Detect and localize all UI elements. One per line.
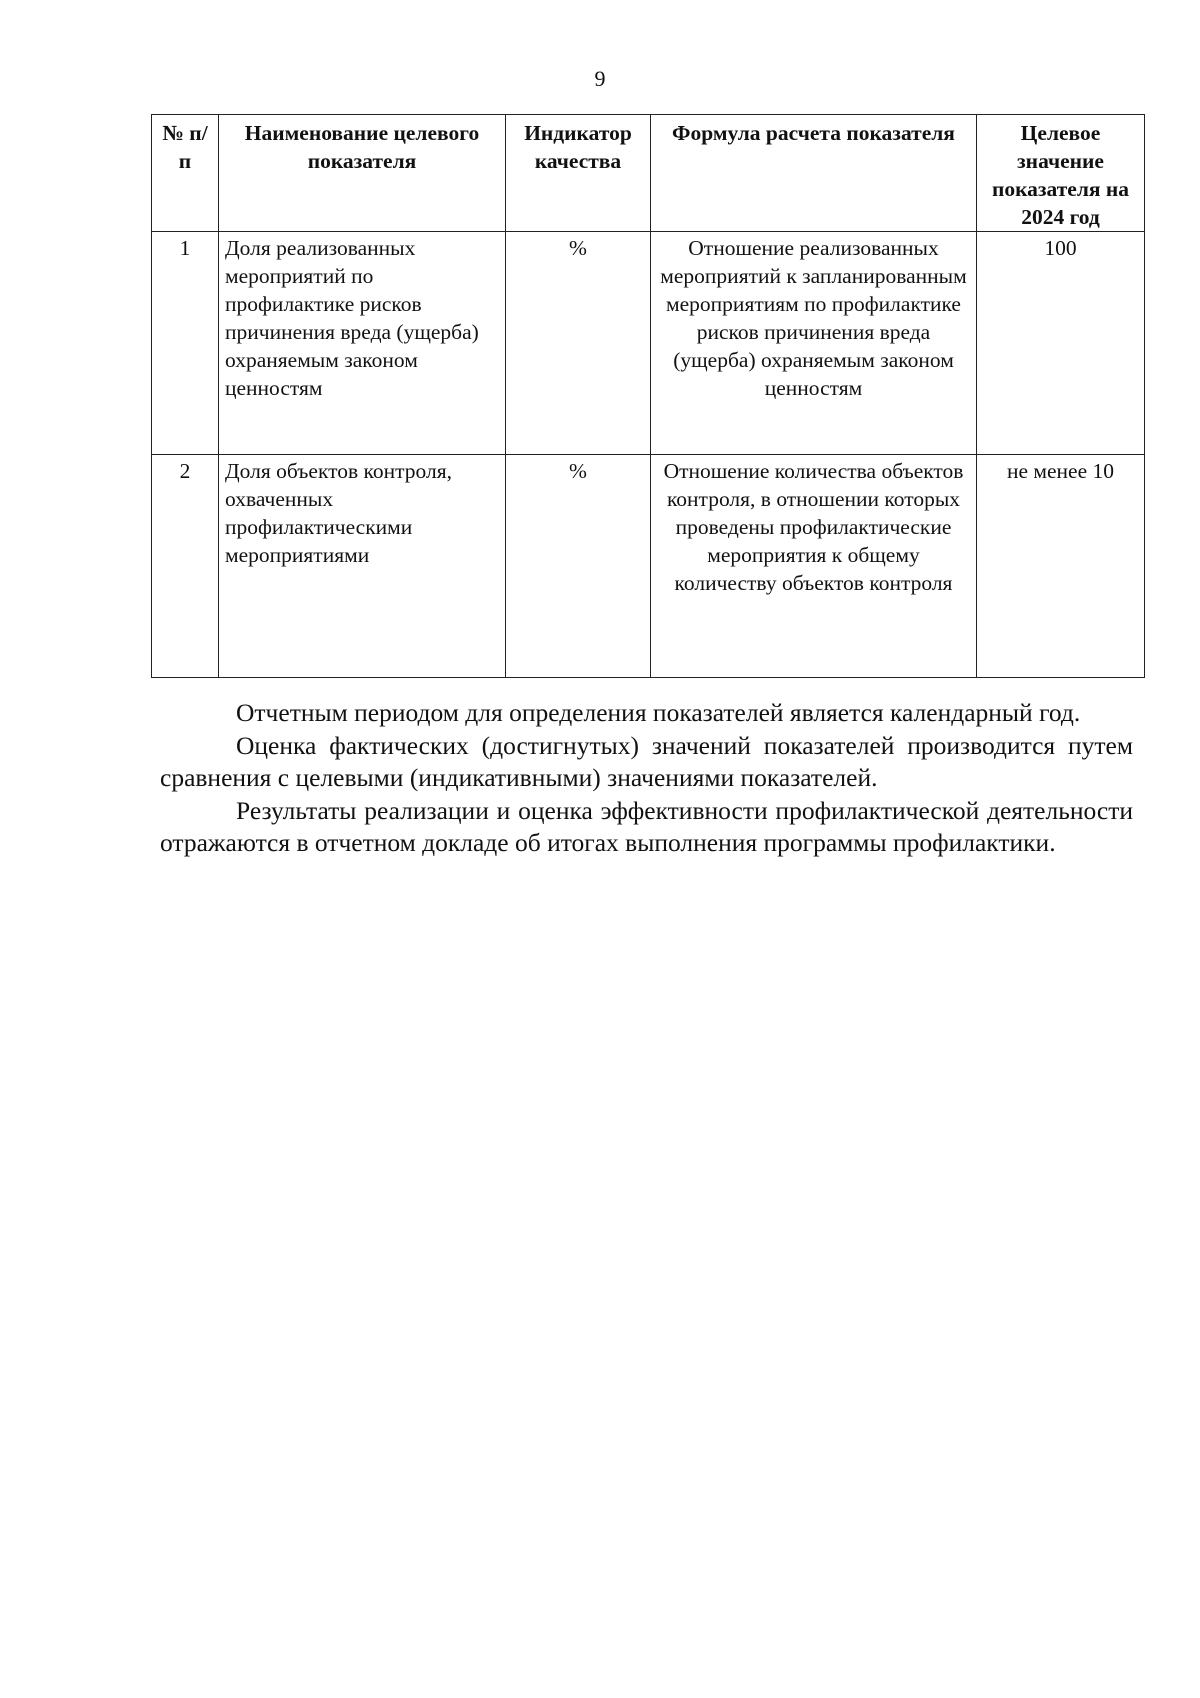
- row-formula: Отношение количества объектов контроля, в отношении которых проведены профилактические мероприятия к общему количеству объектов контроля: [651, 455, 977, 678]
- paragraph-reporting-period: Отчетным периодом для определения показателей является календарный год.: [236, 698, 1081, 727]
- body-text: [160, 697, 1133, 860]
- paragraph-assessment: Оценка фактических (достигнутых) значений показателей производится путем сравнения с целевыми (индикативными) значениями показателей.: [160, 730, 1133, 792]
- paragraph-results: Результаты реализации и оценка эффективности профилактической деятельности отражаются в отчетном докладе об итогах выполнения программы профилактики.: [160, 795, 1133, 857]
- row-indicator-name: Доля объектов контроля, охваченных профилактическими мероприятиями: [219, 455, 506, 678]
- row-number: 1: [152, 232, 219, 455]
- row-number: 2: [152, 455, 219, 678]
- indicators-table: [151, 114, 1145, 678]
- table-header-row: [152, 115, 1145, 232]
- row-target-value: не менее 10: [977, 455, 1145, 678]
- header-indicator-name: Наименование целевого показателя: [219, 115, 506, 232]
- header-formula: Формула расчета показателя: [651, 115, 977, 232]
- row-quality-indicator: %: [506, 455, 651, 678]
- table-row: [152, 232, 1145, 455]
- header-target-value: Целевое значение показателя на 2024 год: [977, 115, 1145, 232]
- row-formula: Отношение реализованных мероприятий к запланированным мероприятиям по профилактике рисков причинения вреда (ущерба) охраняемым законом ценностям: [651, 232, 977, 455]
- header-quality-indicator: Индикатор качества: [506, 115, 651, 232]
- table-row: [152, 455, 1145, 678]
- header-number: № п/п: [152, 115, 219, 232]
- row-target-value: 100: [977, 232, 1145, 455]
- row-indicator-name: Доля реализованных мероприятий по профилактике рисков причинения вреда (ущерба) охраняемым законом ценностям: [219, 232, 506, 455]
- row-quality-indicator: %: [506, 232, 651, 455]
- page-number: 9: [594, 66, 606, 91]
